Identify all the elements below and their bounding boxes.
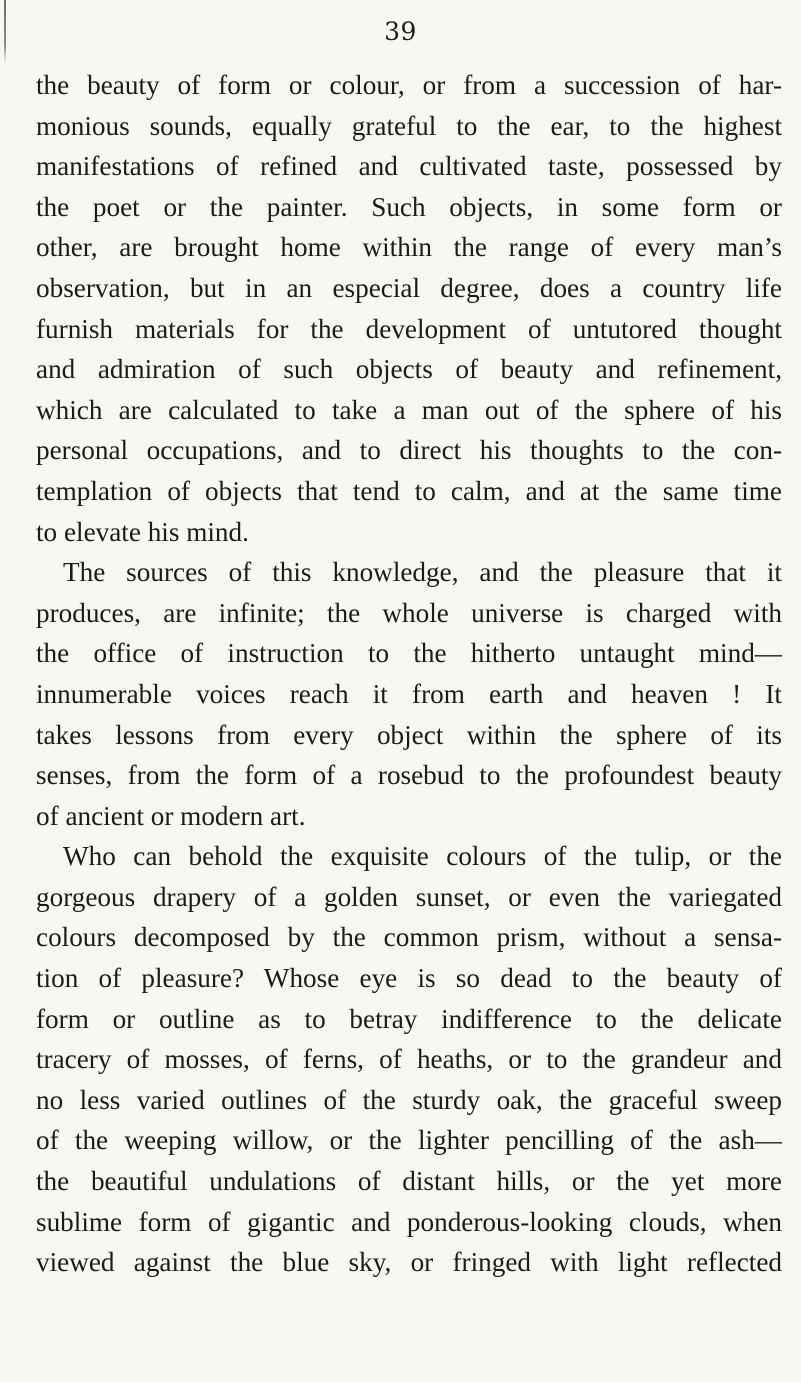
text-line: manifestations of refined and cultivated taste, possessed by <box>36 151 782 182</box>
text-line: the beautiful undulations of distant hills, or the yet more <box>36 1166 782 1197</box>
text-line: observation, but in an especial degree, does a country life <box>36 272 782 303</box>
text-line: the beauty of form or colour, or from a succession of har- <box>36 70 782 100</box>
text-line: colours decomposed by the common prism, without a sensa- <box>36 922 782 953</box>
text-line: innumerable voices reach it from earth and heaven ! It <box>36 678 782 709</box>
text-line: Who can behold the exquisite colours of the tulip, or the <box>63 841 782 872</box>
text-line: of ancient or modern art. <box>36 800 306 831</box>
text-line: the poet or the painter. Such objects, in some form or <box>36 191 782 222</box>
text-line: personal occupations, and to direct his thoughts to the con- <box>36 435 782 466</box>
text-line: other, are brought home within the range of every man’s <box>36 232 782 263</box>
text-line: furnish materials for the development of untutored thought <box>36 313 782 344</box>
body-text <box>36 65 782 1283</box>
text-line: sublime form of gigantic and ponderous-looking clouds, when <box>36 1206 782 1237</box>
text-line: the office of instruction to the hitherto untaught mind— <box>36 638 782 669</box>
text-line: produces, are infinite; the whole universe is charged with <box>36 597 782 628</box>
text-line: tion of pleasure? Whose eye is so dead to the beauty of <box>36 963 782 994</box>
text-line: senses, from the form of a rosebud to the profoundest beauty <box>36 760 782 791</box>
text-line: monious sounds, equally grateful to the ear, to the highest <box>36 110 782 141</box>
text-line: templation of objects that tend to calm, and at the same time <box>36 475 782 506</box>
text-line: The sources of this knowledge, and the pleasure that it <box>63 557 782 588</box>
text-line: takes lessons from every object within the sphere of its <box>36 719 782 750</box>
text-line: gorgeous drapery of a golden sunset, or even the variegated <box>36 881 782 912</box>
text-line: which are calculated to take a man out of the sphere of his <box>36 394 782 425</box>
text-line: and admiration of such objects of beauty and refinement, <box>36 354 782 385</box>
text-line: form or outline as to betray indifference to the delicate <box>36 1003 782 1034</box>
text-line: viewed against the blue sky, or fringed with light reflected <box>36 1247 782 1278</box>
page-number: 39 <box>384 17 417 46</box>
text-line: tracery of mosses, of ferns, of heaths, or to the grandeur and <box>36 1044 782 1075</box>
text-line: of the weeping willow, or the lighter pencilling of the ash— <box>36 1125 782 1156</box>
text-line: no less varied outlines of the sturdy oak, the graceful sweep <box>36 1084 782 1115</box>
text-line: to elevate his mind. <box>36 516 249 547</box>
